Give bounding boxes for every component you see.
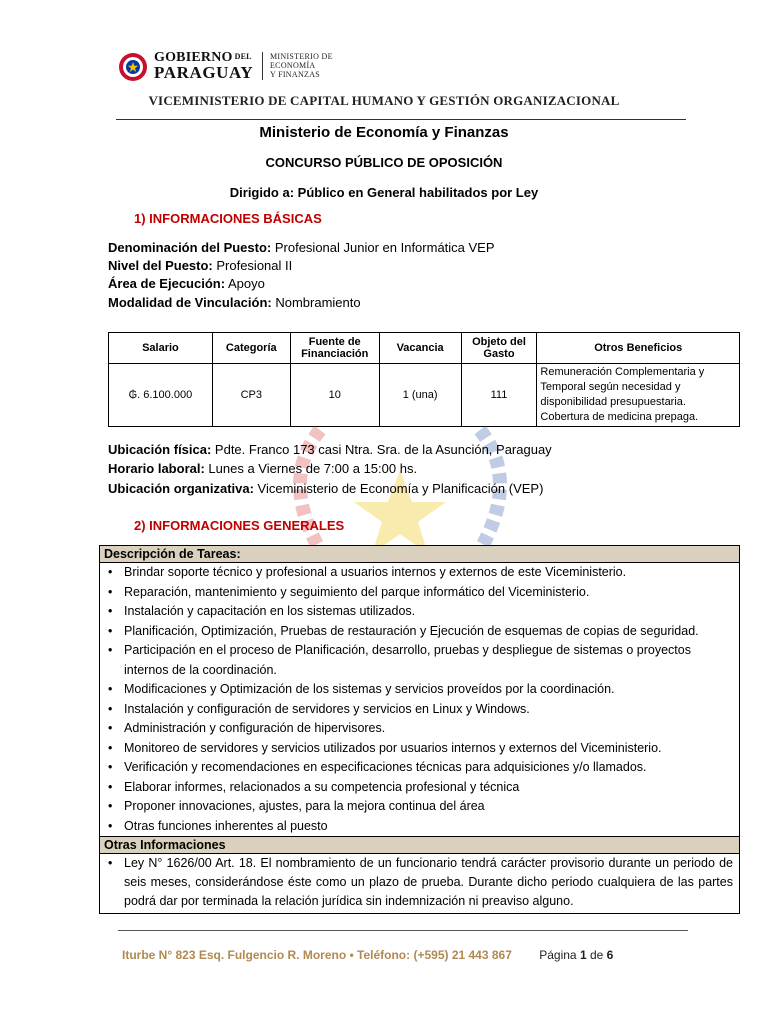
page-number: Página 1 de 6	[539, 948, 614, 962]
list-item: • Instalación y capacitación en los sistemas utilizados.	[100, 602, 739, 622]
table-header-row	[109, 333, 740, 364]
cell-salario: ₲. 6.100.000	[109, 364, 213, 427]
list-item: • Ley N° 1626/00 Art. 18. El nombramiento de un funcionario tendrá carácter provisorio durante un periodo de seis meses, considerándose éste como un plazo de prueba. Durante dicho periodo cualquiera de las partes podrá dar por terminada la relación jurídica sin indemnización ni preaviso alguno.	[100, 854, 739, 911]
concurso-title: CONCURSO PÚBLICO DE OPOSICIÓN	[265, 155, 503, 170]
tareas-heading: Descripción de Tareas:	[100, 546, 739, 563]
list-item: • Monitoreo de servidores y servicios utilizados por usuarios internos y externos del Viceministerio.	[100, 739, 739, 759]
list-item: • Administración y configuración de hipervisores.	[100, 719, 739, 739]
tareas-list	[100, 563, 739, 836]
viceministerio-title: VICEMINISTERIO DE CAPITAL HUMANO Y GESTIÓN ORGANIZACIONAL	[148, 93, 620, 108]
list-item: • Verificación y recomendaciones en especificaciones técnicas para adquisiciones y/o llamados.	[100, 758, 739, 778]
field-horario: Horario laboral: Lunes a Viernes de 7:00 a 15:00 hs.	[108, 461, 418, 476]
field-ubicacion-organizativa: Ubicación organizativa: Viceministerio de Economía y Planificación (VEP)	[108, 481, 544, 496]
cell-categoria: CP3	[212, 364, 290, 427]
tasks-box	[99, 545, 740, 914]
cell-beneficios: Remuneración Complementaria y Temporal según necesidad y disponibilidad presupuestaria. Cobertura de medicina prepaga.	[537, 364, 740, 427]
dirigido-line: Dirigido a: Público en General habilitados por Ley	[229, 185, 539, 200]
gobierno-text: GOBIERNO DEL	[154, 50, 252, 65]
logo-divider	[262, 52, 263, 80]
government-logo	[118, 48, 358, 84]
header-divider	[116, 119, 686, 120]
list-item: • Modificaciones y Optimización de los sistemas y servicios proveídos por la coordinación.	[100, 680, 739, 700]
ministry-title: Ministerio de Economía y Finanzas	[259, 124, 509, 141]
ministerio-text: MINISTERIO DE ECONOMÍA Y FINANZAS	[270, 52, 333, 79]
paraguay-seal-icon	[118, 52, 148, 82]
list-item: • Proponer innovaciones, ajustes, para la mejora continua del área	[100, 797, 739, 817]
otras-list	[100, 854, 739, 911]
cell-vacancia: 1 (una)	[379, 364, 461, 427]
section-1-heading: 1) INFORMACIONES BÁSICAS	[134, 211, 322, 226]
cell-fuente: 10	[290, 364, 379, 427]
list-item: • Otras funciones inherentes al puesto	[100, 817, 739, 837]
header-categoria: Categoría	[212, 333, 290, 364]
list-item: • Brindar soporte técnico y profesional a usuarios internos y externos de este Viceministerio.	[100, 563, 739, 583]
page-footer	[122, 948, 613, 962]
header-vacancia: Vacancia	[379, 333, 461, 364]
list-item: • Planificación, Optimización, Pruebas de restauración y Ejecución de esquemas de copias de seguridad.	[100, 622, 739, 642]
list-item: • Instalación y configuración de servidores y servicios en Linux y Windows.	[100, 700, 739, 720]
field-area: Área de Ejecución: Apoyo	[108, 276, 265, 291]
header-beneficios: Otros Beneficios	[537, 333, 740, 364]
header-objeto: Objeto del Gasto	[461, 333, 537, 364]
footer-divider	[118, 930, 688, 931]
header-salario: Salario	[109, 333, 213, 364]
section-2-heading: 2) INFORMACIONES GENERALES	[134, 518, 345, 533]
paraguay-text: PARAGUAY	[154, 63, 254, 82]
field-denominacion: Denominación del Puesto: Profesional Junior en Informática VEP	[108, 240, 495, 255]
header-fuente: Fuente de Financiación	[290, 333, 379, 364]
list-item: • Participación en el proceso de Planificación, desarrollo, pruebas y despliegue de sistemas o proyectos internos de la coordinación.	[100, 641, 739, 680]
field-nivel: Nivel del Puesto: Profesional II	[108, 258, 293, 273]
field-ubicacion-fisica: Ubicación física: Pdte. Franco 173 casi Ntra. Sra. de la Asunción, Paraguay	[108, 442, 552, 457]
list-item: • Elaborar informes, relacionados a su competencia profesional y técnica	[100, 778, 739, 798]
field-modalidad: Modalidad de Vinculación: Nombramiento	[108, 295, 361, 310]
otras-heading: Otras Informaciones	[100, 836, 739, 854]
footer-address: Iturbe N° 823 Esq. Fulgencio R. Moreno • Teléfono: (+595) 21 443 867	[122, 948, 512, 962]
list-item: • Reparación, mantenimiento y seguimiento del parque informático del Viceministerio.	[100, 583, 739, 603]
cell-objeto: 111	[461, 364, 537, 427]
